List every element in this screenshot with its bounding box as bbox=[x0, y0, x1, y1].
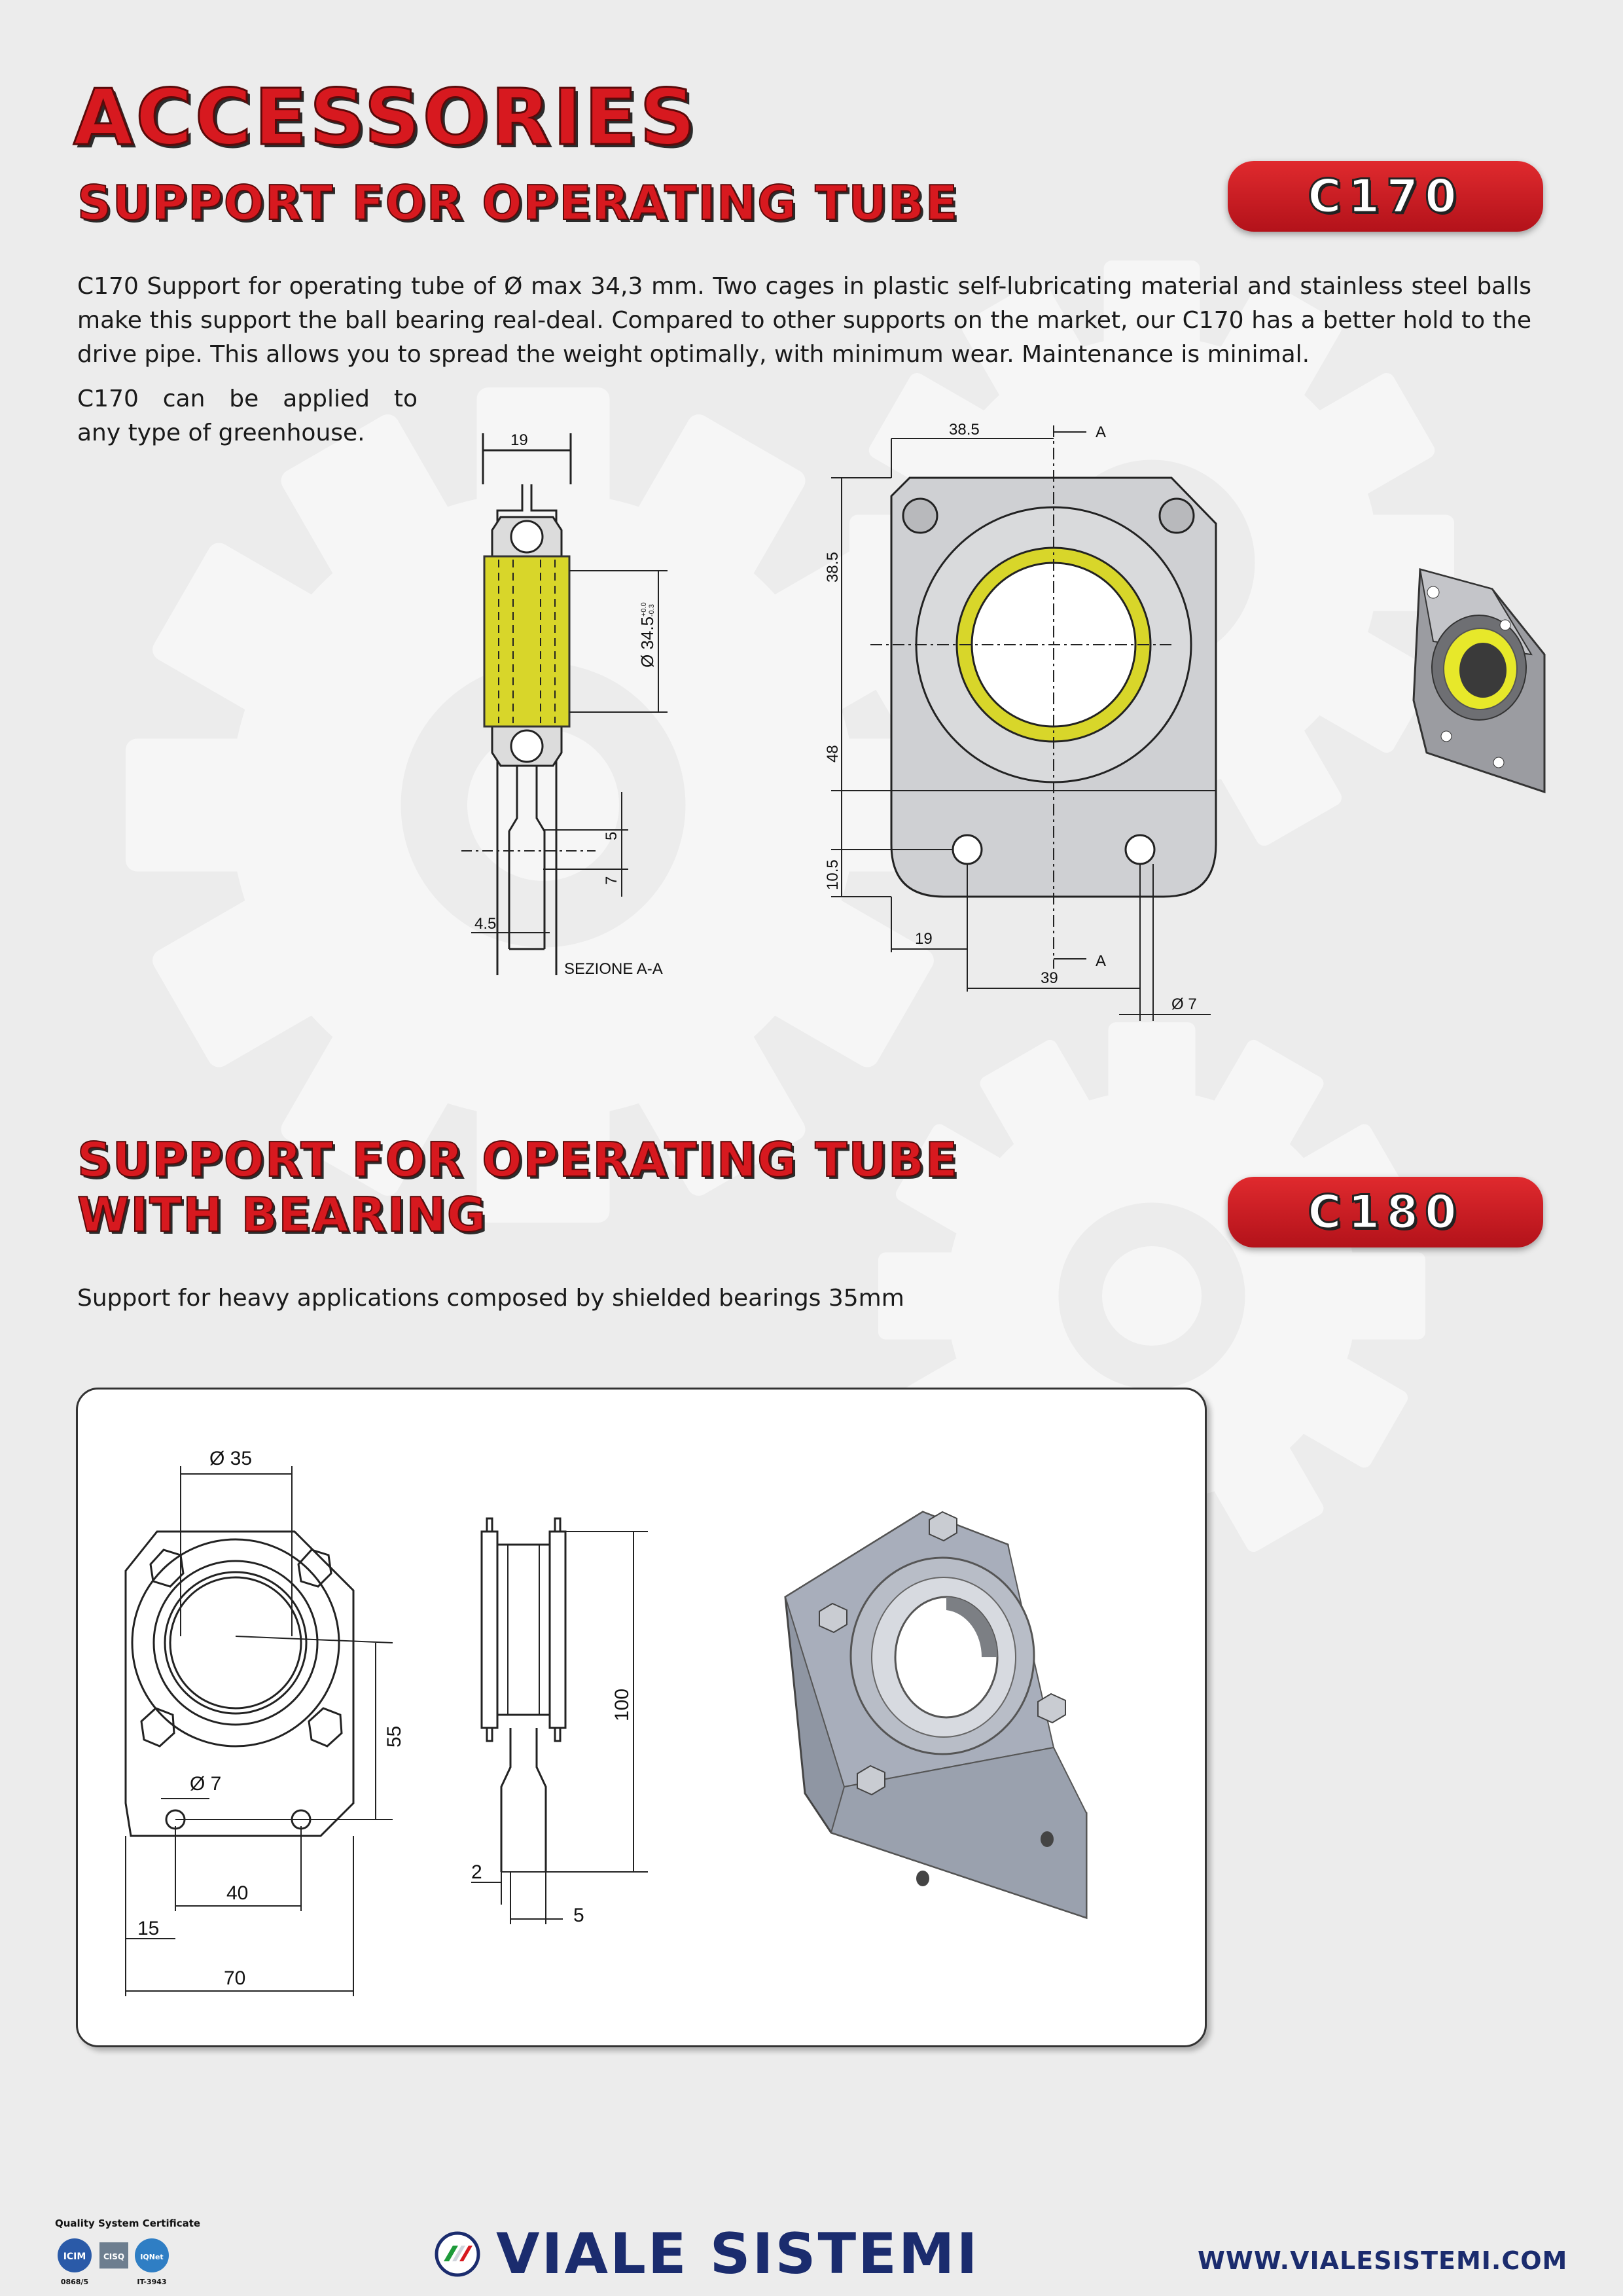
dim-c180-2: 2 bbox=[471, 1861, 482, 1883]
section2-description: Support for heavy applications composed by shielded bearings 35mm bbox=[77, 1285, 904, 1312]
badge-c170: C170 bbox=[1228, 161, 1543, 232]
certifications bbox=[55, 2217, 212, 2292]
c180-front-drawing bbox=[98, 1440, 465, 2016]
cert1-code: 0868/5 bbox=[60, 2278, 89, 2286]
dim-c180-55: 55 bbox=[383, 1725, 405, 1748]
section-marker-top: A bbox=[1096, 423, 1107, 441]
cert-label: Quality System Certificate bbox=[55, 2217, 201, 2229]
dim-c170-tol-upper: +0.0 bbox=[640, 602, 648, 617]
section2-title-line1: SUPPORT FOR OPERATING TUBE bbox=[77, 1132, 959, 1187]
c180-3d-render bbox=[746, 1486, 1113, 1944]
section1-description: C170 Support for operating tube of Ø max 34,3 mm. Two cages in plastic self-lubricating material and stainless steel balls make this support the ball bearing real-deal. Compared to other supports on the market, our C170 has a better hold to the drive pipe. This allows you to spread the weight optimally, with minimum wear. Maintenance is minimal. bbox=[77, 273, 1531, 368]
cert2-logo: CISQ bbox=[103, 2252, 125, 2261]
dim-c180-70: 70 bbox=[224, 1967, 246, 1989]
cert1-logo: ICIM bbox=[63, 2251, 86, 2262]
cert3-logo: IQNet bbox=[140, 2253, 164, 2261]
dim-c180-100: 100 bbox=[611, 1688, 633, 1721]
c180-side-drawing bbox=[458, 1505, 674, 1931]
cert-logos bbox=[55, 2233, 212, 2292]
section1-description-tail-1: C170 can be applied to bbox=[77, 386, 418, 412]
dim-c180-40: 40 bbox=[226, 1882, 249, 1904]
dim-c180-15: 15 bbox=[137, 1918, 160, 1939]
dim-c170-105: 10.5 bbox=[824, 859, 842, 890]
dim-c170-5: 5 bbox=[603, 831, 620, 840]
section-marker-bottom: A bbox=[1096, 952, 1107, 970]
dim-c170-19: 19 bbox=[915, 930, 933, 948]
c170-front-drawing bbox=[805, 419, 1237, 1034]
dim-c170-tol-lower: -0.3 bbox=[648, 604, 656, 617]
section1-title: SUPPORT FOR OPERATING TUBE bbox=[77, 175, 959, 230]
section1-description-tail-2: any type of greenhouse. bbox=[77, 420, 365, 446]
c170-section-drawing bbox=[445, 425, 720, 982]
dim-c170-48: 48 bbox=[824, 745, 842, 762]
dim-c180-hole: Ø 7 bbox=[190, 1773, 222, 1795]
dim-c180-bore: Ø 35 bbox=[209, 1448, 253, 1469]
dim-c170-45: 4.5 bbox=[474, 915, 497, 933]
page-title: ACCESSORIES bbox=[73, 72, 698, 162]
brand-logo bbox=[435, 2221, 979, 2287]
brand-name: VIALE SISTEMI bbox=[496, 2221, 980, 2287]
website-link[interactable]: WWW.VIALESISTEMI.COM bbox=[1198, 2246, 1568, 2275]
dim-c170-7: 7 bbox=[603, 876, 620, 885]
badge-c180: C180 bbox=[1228, 1177, 1543, 1247]
dim-c170-diameter: Ø 34.5 bbox=[637, 616, 657, 668]
dim-c170-top-385: 38.5 bbox=[949, 421, 980, 439]
dim-c170-hole: Ø 7 bbox=[1171, 996, 1197, 1013]
dim-c180-5: 5 bbox=[573, 1905, 584, 1926]
brand-mark-icon bbox=[435, 2231, 480, 2277]
c170-3d-render bbox=[1407, 563, 1551, 805]
section2-title-line2: WITH BEARING bbox=[77, 1187, 488, 1242]
dim-c170-width-19: 19 bbox=[510, 431, 528, 449]
dim-c170-385: 38.5 bbox=[824, 552, 842, 583]
section-caption: SEZIONE A-A bbox=[564, 960, 663, 978]
dim-c170-39: 39 bbox=[1041, 969, 1058, 987]
cert3-code: IT-3943 bbox=[137, 2278, 167, 2286]
